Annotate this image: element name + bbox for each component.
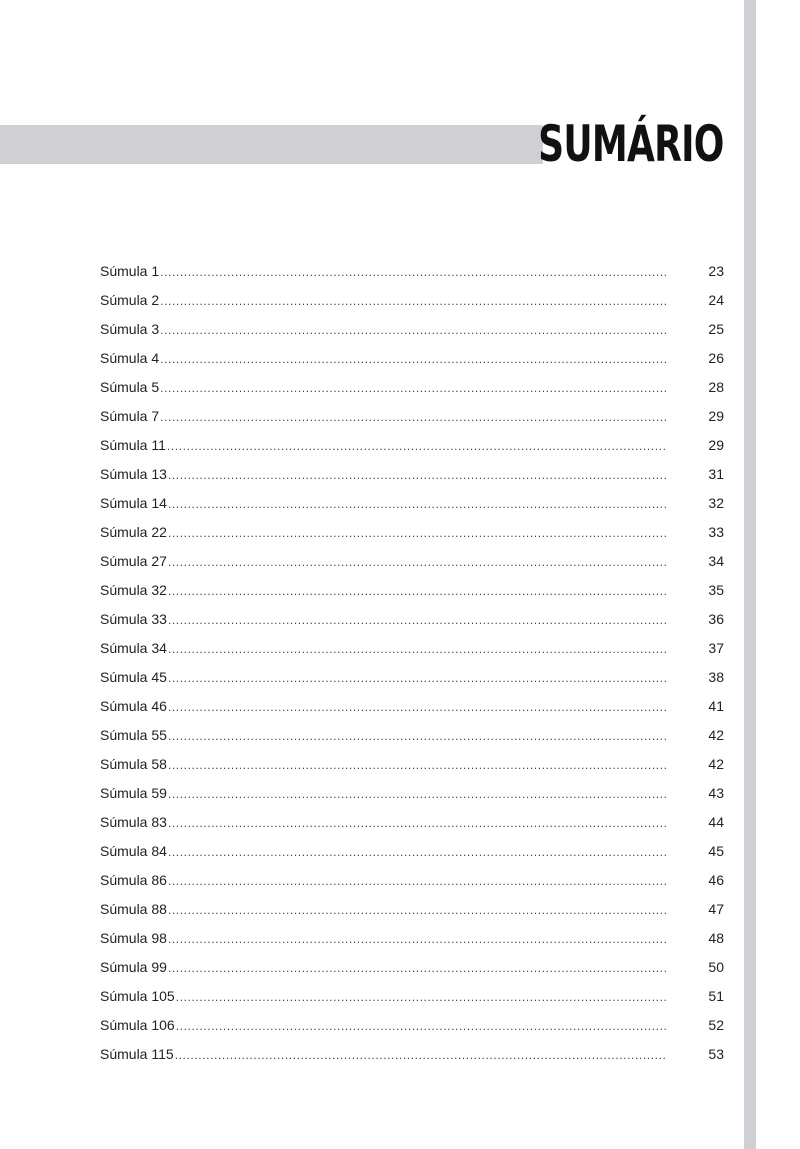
toc-entry-label: Súmula 7 — [100, 408, 160, 424]
toc-entry-label: Súmula 83 — [100, 814, 167, 830]
toc-entry[interactable] — [100, 460, 724, 489]
toc-entry[interactable] — [100, 750, 724, 779]
toc-entry-label: Súmula 3 — [100, 321, 160, 337]
toc-entry-page-number: 50 — [708, 959, 724, 975]
toc-entry-label: Súmula 84 — [100, 843, 167, 859]
toc-entry-label: Súmula 33 — [100, 611, 167, 627]
toc-entry-page-number: 37 — [708, 640, 724, 656]
toc-entry-page-number: 53 — [708, 1046, 724, 1062]
toc-dot-leader — [168, 519, 666, 548]
toc-entry[interactable] — [100, 779, 724, 808]
toc-dot-leader — [168, 780, 666, 809]
toc-dot-leader — [168, 635, 666, 664]
side-decorative-stripe — [744, 0, 756, 1149]
toc-entry-label: Súmula 59 — [100, 785, 167, 801]
toc-entry-label: Súmula 5 — [100, 379, 160, 395]
page-title: SUMÁRIO — [538, 115, 724, 173]
toc-entry-label: Súmula 99 — [100, 959, 167, 975]
toc-entry[interactable] — [100, 1040, 724, 1069]
toc-dot-leader — [168, 577, 666, 606]
toc-entry-page-number: 48 — [708, 930, 724, 946]
toc-dot-leader — [168, 896, 666, 925]
toc-entry-label: Súmula 1 — [100, 263, 160, 279]
toc-entry[interactable] — [100, 315, 724, 344]
toc-entry[interactable] — [100, 924, 724, 953]
toc-entry[interactable] — [100, 286, 724, 315]
toc-entry-label: Súmula 46 — [100, 698, 167, 714]
toc-entry-label: Súmula 14 — [100, 495, 167, 511]
toc-dot-leader — [168, 954, 666, 983]
toc-entry[interactable] — [100, 634, 724, 663]
toc-entry[interactable] — [100, 692, 724, 721]
toc-entry[interactable] — [100, 1011, 724, 1040]
toc-entry[interactable] — [100, 808, 724, 837]
toc-entry-page-number: 51 — [708, 988, 724, 1004]
toc-entry[interactable] — [100, 402, 724, 431]
toc-dot-leader — [168, 925, 666, 954]
toc-entry-label: Súmula 32 — [100, 582, 167, 598]
toc-entry-page-number: 28 — [708, 379, 724, 395]
toc-entry-page-number: 34 — [708, 553, 724, 569]
toc-dot-leader — [168, 838, 666, 867]
toc-dot-leader — [176, 1012, 666, 1041]
toc-entry[interactable] — [100, 547, 724, 576]
toc-entry-label: Súmula 105 — [100, 988, 175, 1004]
toc-entry-page-number: 33 — [708, 524, 724, 540]
toc-entry-page-number: 41 — [708, 698, 724, 714]
toc-entry-page-number: 25 — [708, 321, 724, 337]
toc-entry-label: Súmula 58 — [100, 756, 167, 772]
toc-entry-page-number: 43 — [708, 785, 724, 801]
toc-entry[interactable] — [100, 576, 724, 605]
toc-entry-label: Súmula 98 — [100, 930, 167, 946]
toc-dot-leader — [168, 693, 666, 722]
toc-entry-page-number: 42 — [708, 756, 724, 772]
toc-dot-leader — [168, 548, 666, 577]
toc-entry[interactable] — [100, 953, 724, 982]
toc-entry-page-number: 36 — [708, 611, 724, 627]
toc-entry-page-number: 29 — [708, 437, 724, 453]
toc-entry-label: Súmula 11 — [100, 437, 166, 453]
toc-dot-leader — [160, 374, 666, 403]
toc-entry[interactable] — [100, 837, 724, 866]
toc-dot-leader — [168, 606, 666, 635]
toc-entry-page-number: 47 — [708, 901, 724, 917]
toc-dot-leader — [168, 722, 666, 751]
toc-entry[interactable] — [100, 605, 724, 634]
toc-entry[interactable] — [100, 866, 724, 895]
toc-entry-label: Súmula 27 — [100, 553, 167, 569]
toc-dot-leader — [160, 316, 666, 345]
toc-entry[interactable] — [100, 257, 724, 286]
toc-dot-leader — [168, 461, 666, 490]
toc-dot-leader — [168, 664, 666, 693]
toc-entry-label: Súmula 22 — [100, 524, 167, 540]
toc-dot-leader — [176, 983, 666, 1012]
toc-entry[interactable] — [100, 489, 724, 518]
toc-entry-label: Súmula 88 — [100, 901, 167, 917]
toc-entry-label: Súmula 55 — [100, 727, 167, 743]
toc-entry-label: Súmula 4 — [100, 350, 160, 366]
toc-dot-leader — [175, 1041, 666, 1070]
toc-entry-label: Súmula 115 — [100, 1046, 174, 1062]
toc-entry-page-number: 31 — [708, 466, 724, 482]
toc-entry[interactable] — [100, 721, 724, 750]
header-decorative-bar — [0, 125, 543, 164]
toc-entry[interactable] — [100, 663, 724, 692]
table-of-contents — [100, 257, 724, 1069]
toc-entry[interactable] — [100, 344, 724, 373]
toc-dot-leader — [160, 287, 666, 316]
toc-dot-leader — [167, 432, 666, 461]
toc-dot-leader — [168, 490, 666, 519]
toc-entry-label: Súmula 86 — [100, 872, 167, 888]
toc-entry-label: Súmula 2 — [100, 292, 160, 308]
toc-entry-label: Súmula 13 — [100, 466, 167, 482]
toc-dot-leader — [168, 867, 666, 896]
toc-dot-leader — [168, 809, 666, 838]
toc-entry-page-number: 35 — [708, 582, 724, 598]
toc-entry[interactable] — [100, 431, 724, 460]
toc-entry[interactable] — [100, 895, 724, 924]
toc-entry-label: Súmula 34 — [100, 640, 167, 656]
toc-dot-leader — [160, 345, 666, 374]
toc-entry[interactable] — [100, 373, 724, 402]
toc-entry-label: Súmula 45 — [100, 669, 167, 685]
toc-entry-page-number: 29 — [708, 408, 724, 424]
toc-dot-leader — [168, 751, 666, 780]
toc-entry-page-number: 44 — [708, 814, 724, 830]
toc-entry-label: Súmula 106 — [100, 1017, 175, 1033]
toc-dot-leader — [160, 403, 666, 432]
toc-entry-page-number: 52 — [708, 1017, 724, 1033]
toc-entry-page-number: 42 — [708, 727, 724, 743]
toc-entry[interactable] — [100, 518, 724, 547]
toc-entry-page-number: 24 — [708, 292, 724, 308]
toc-entry-page-number: 32 — [708, 495, 724, 511]
toc-entry-page-number: 46 — [708, 872, 724, 888]
toc-entry-page-number: 38 — [708, 669, 724, 685]
toc-dot-leader — [160, 258, 666, 287]
toc-entry-page-number: 26 — [708, 350, 724, 366]
toc-entry[interactable] — [100, 982, 724, 1011]
toc-entry-page-number: 45 — [708, 843, 724, 859]
toc-entry-page-number: 23 — [708, 263, 724, 279]
